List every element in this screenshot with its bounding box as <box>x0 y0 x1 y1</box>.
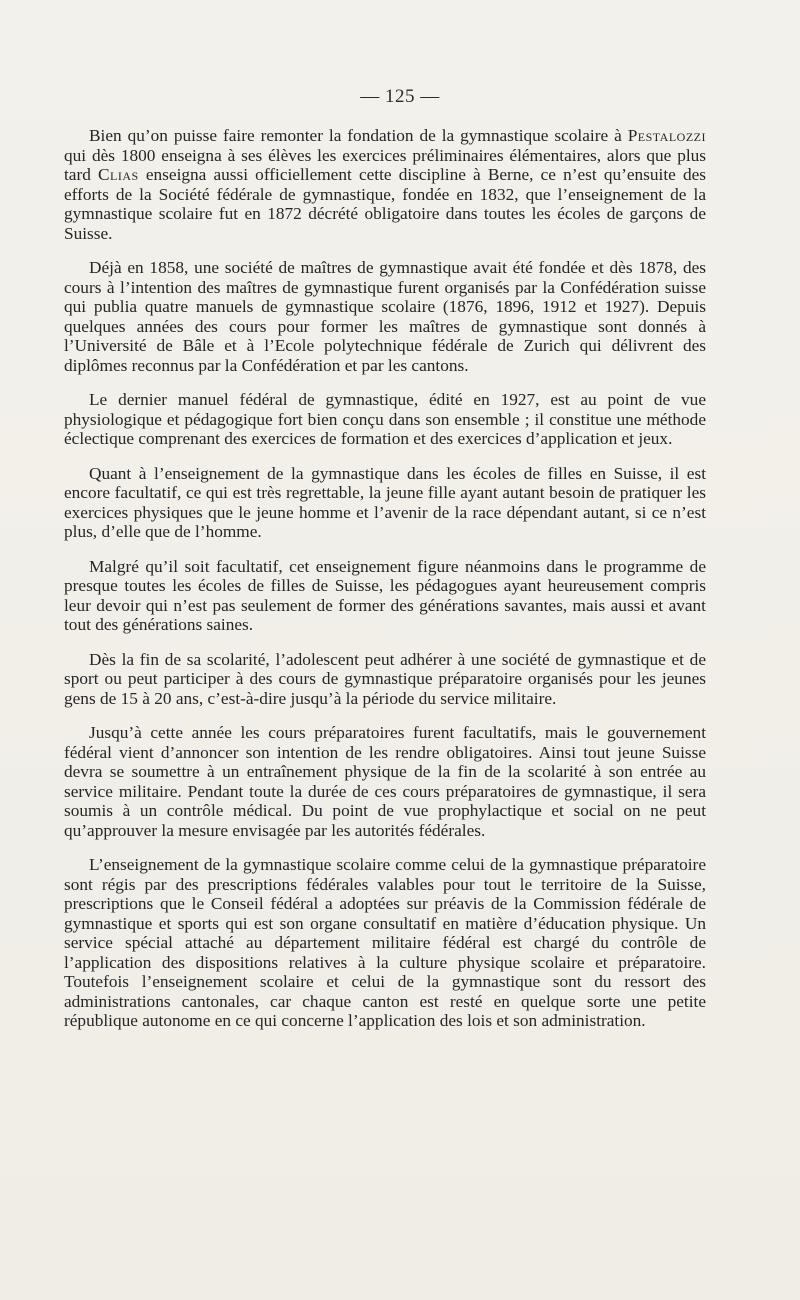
paragraph <box>64 557 706 635</box>
body-text <box>64 126 706 1046</box>
paragraph-text: Malgré qu’il soit facultatif, cet enseignement figure néanmoins dans le programme de presque toutes les écoles de filles de Suisse, les pédagogues ayant heureusement compris leur devoir qui n’est pas seulement de former des générations savantes, mais aussi et avant tout des générations saines. <box>64 556 706 634</box>
paragraph-text: Bien qu’on puisse faire remonter la fondation de la gymnastique scolaire à <box>89 126 628 145</box>
paragraph <box>64 650 706 709</box>
paragraph <box>64 126 706 243</box>
paragraph-text: Jusqu’à cette année les cours préparatoires furent facultatifs, mais le gouvernement fédéral vient d’annoncer son intention de les rendre obligatoires. Ainsi tout jeune Suisse devra se soumettre à un entraînement physique de la fin de la scolarité à son entrée au service militaire. Pendant toute la durée de ces cours préparatoires de gymnastique, il sera soumis à un contrôle médical. Du point de vue prophylactique et social on ne peut qu’approuver la mesure envisagée par les autorités fédérales. <box>64 723 706 840</box>
paragraph-text: L’enseignement de la gymnastique scolaire comme celui de la gymnastique préparatoire sont régis par des prescriptions fédérales valables pour tout le territoire de la Suisse, prescriptions que le Conseil fédéral a adoptées sur préavis de la Commission fédérale de gymnastique et sports qui est son organe consultatif en matière d’éducation physique. Un service spécial attaché au département militaire fédéral est chargé du contrôle de l’application des dispositions relatives à la culture physique scolaire et préparatoire. Toutefois l’enseignement scolaire et celui de la gymnastique sont du ressort des administrations cantonales, car chaque canton est resté en quelque sorte une petite république autonome en ce qui concerne l’application des lois et son administration. <box>64 855 706 1030</box>
paragraph-text: Le dernier manuel fédéral de gymnastique, édité en 1927, est au point de vue physiologique et pédagogique fort bien conçu dans son ensemble ; il constitue une méthode éclectique comprenant des exercices de formation et des exercices d’application et jeux. <box>64 390 706 448</box>
paragraph-text: Quant à l’enseignement de la gymnastique dans les écoles de filles en Suisse, il est encore facultatif, ce qui est très regrettable, la jeune fille ayant autant besoin de pratiquer les exercices physiques que le jeune homme et l’avenir de la race dépendant autant, si ce n’est plus, d’elle que de l’homme. <box>64 463 706 541</box>
paragraph-text: Déjà en 1858, une société de maîtres de gymnastique avait été fondée et dès 1878, des cours à l’intention des maîtres de gymnastique furent organisés par la Confédération suisse qui publia quatre manuels de gymnastique scolaire (1876, 1896, 1912 et 1927). Depuis quelques années des cours pour former les maîtres de gymnastique sont donnés à l’Université de Bâle et à l’Ecole polytechnique fédérale de Zurich qui délivrent des diplômes reconnus par la Confédération et par les cantons. <box>64 258 706 375</box>
paragraph <box>64 258 706 375</box>
paragraph-text: Dès la fin de sa scolarité, l’adolescent peut adhérer à une société de gymnastique et de sport ou peut participer à des cours de gymnastique préparatoire organisés pour les jeunes gens de 15 à 20 ans, c’est-à-dire jusqu’à la période du service militaire. <box>64 649 706 708</box>
person-name: Clias <box>98 165 139 184</box>
paragraph <box>64 464 706 542</box>
person-name: Pestalozzi <box>627 126 706 145</box>
paragraph <box>64 855 706 1031</box>
paragraph <box>64 723 706 840</box>
paragraph-text: qui dès 1800 enseigna à ses élèves les exercices préliminaires élémentaires, alors que plus tard <box>64 145 706 184</box>
paragraph-text: enseigna aussi officiellement cette discipline à Berne, ce n’est qu’ensuite des efforts de la Société fédérale de gymnastique, fondée en 1832, que l’enseignement de la gymnastique scolaire fut en 1872 décrété obligatoire dans toutes les écoles de garçons de Suisse. <box>64 165 706 243</box>
page-number: — 125 — <box>360 86 440 107</box>
paragraph <box>64 390 706 449</box>
